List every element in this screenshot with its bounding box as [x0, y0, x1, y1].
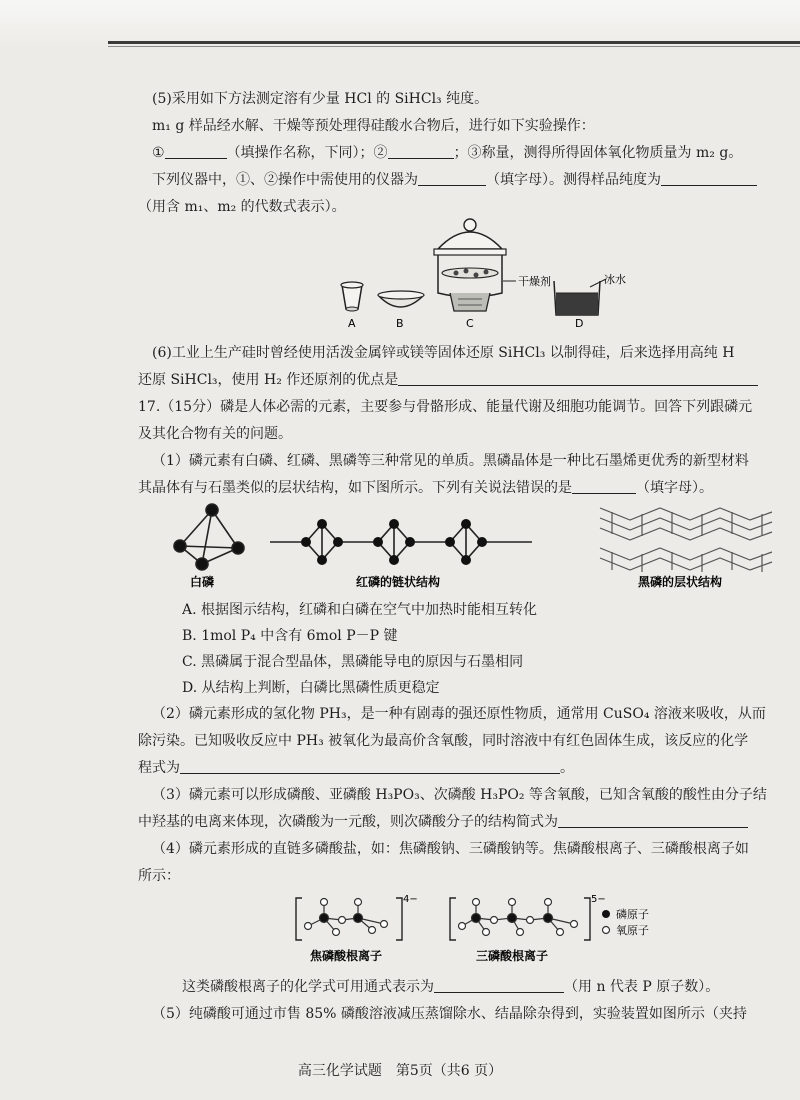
q17-1-hint: （填字母）。 — [636, 480, 713, 496]
white-phosphorus-caption: 白磷 — [190, 575, 215, 589]
white-phosphorus-tetrahedron — [174, 504, 244, 570]
q17-1-line2 — [138, 479, 778, 497]
legend-p-atom-label: 磷原子 — [616, 908, 649, 921]
q16-5-line5: （用含 m₁、m₂ 的代数式表示）。 — [138, 199, 346, 215]
q17-option-d: D. 从结构上判断，白磷比黑磷性质更稳定 — [182, 680, 440, 696]
legend-o-atom-icon — [603, 927, 610, 934]
q17-3-line1: （3）磷元素可以形成磷酸、亚磷酸 H₃PO₃、次磷酸 H₃PO₂ 等含氧酸，已知含氧酸的酸性由分子结 — [152, 787, 767, 803]
q17-1-line1: （1）磷元素有白磷、红磷、黑磷等三种常见的单质。黑磷晶体是一种比石墨烯更优秀的新型材料 — [152, 453, 749, 469]
beaker-icon — [554, 279, 606, 315]
red-phosphorus-caption: 红磷的链状结构 — [356, 575, 441, 589]
q16-5-step3-text: ；③称量，测得所得固体氧化物质量为 m₂ g。 — [453, 145, 743, 161]
pyrophosphate-ion — [305, 899, 388, 936]
q17-4-line1: （4）磷元素形成的直链多磷酸盐，如：焦磷酸钠、三磷酸钠等。焦磷酸根离子、三磷酸根离子如 — [152, 841, 749, 857]
q17-3-question-text: 中羟基的电离来体现，次磷酸为一元酸，则次磷酸分子的结构简式为 — [138, 814, 558, 830]
q17-3-line2 — [138, 813, 778, 831]
q17-2-line2: 除污染。已知吸收反应中 PH₃ 被氧化为最高价含氧酸，同时溶液中有红色固体生成，该反应的化学 — [138, 733, 749, 749]
q17-option-a: A. 根据图示结构，红磷和白磷在空气中加热时能相互转化 — [182, 602, 538, 618]
phosphorus-structures-figure — [160, 500, 780, 595]
black-phosphorus-layers — [600, 508, 772, 572]
legend-p-atom-icon — [602, 910, 610, 918]
q16-6-line2 — [138, 371, 778, 389]
q16-5-line4 — [152, 171, 792, 189]
answer-blank-equation[interactable] — [180, 759, 560, 774]
q17-2-equation-text: 程式为 — [138, 760, 180, 776]
q16-5-instruments-text: 下列仪器中，①、②操作中需使用的仪器为 — [152, 172, 418, 188]
q16-5-step1-text: （填操作名称，下同）；② — [226, 145, 388, 161]
answer-blank-purity[interactable] — [661, 171, 757, 186]
q17-2-line3 — [138, 759, 778, 777]
legend-o-atom-label: 氧原子 — [616, 924, 649, 937]
q17-5-line1: （5）纯磷酸可通过市售 85% 磷酸溶液减压蒸馏除水、结晶除杂得到，实验装置如图所示（夹持 — [152, 1006, 747, 1022]
q17-4-line3 — [182, 978, 800, 996]
q17-4-hint: （用 n 代表 P 原子数）。 — [564, 979, 720, 995]
apparatus-label-d: D — [575, 317, 584, 330]
q17-stem-line2: 及其化合物有关的问题。 — [138, 426, 292, 442]
ice-water-label: 冰水 — [604, 273, 626, 286]
desiccant-label: 干燥剂 — [518, 275, 551, 288]
q16-5-line1: (5)采用如下方法测定溶有少量 HCl 的 SiHCl₃ 纯度。 — [152, 91, 489, 107]
crucible-icon — [341, 282, 363, 311]
apparatus-label-c: C — [466, 317, 474, 330]
answer-blank-q17-1[interactable] — [572, 479, 636, 494]
q16-5-line2: m₁ g 样品经水解、干燥等预处理得硅酸水合物后，进行如下实验操作： — [152, 118, 595, 134]
phosphate-ions-figure — [290, 888, 710, 968]
answer-blank-step2[interactable] — [388, 144, 454, 159]
q17-4-formula-text: 这类磷酸根离子的化学式可用通式表示为 — [182, 979, 434, 995]
pyrophosphate-caption: 焦磷酸根离子 — [310, 949, 383, 963]
pyrophosphate-charge: 4− — [403, 894, 418, 905]
q16-5-purity-text: （填字母）。测得样品纯度为 — [486, 172, 661, 188]
q17-option-b: B. 1mol P₄ 中含有 6mol P－P 键 — [182, 628, 398, 644]
q16-6-line1: (6)工业上生产硅时曾经使用活泼金属锌或镁等固体还原 SiHCl₃ 以制得硅，后来选择用高纯 H — [152, 345, 735, 361]
q17-option-c: C. 黑磷属于混合型晶体，黑磷能导电的原因与石墨相同 — [182, 654, 524, 670]
q17-4-line2: 所示： — [138, 868, 180, 884]
q17-1-question-text: 其晶体有与石墨类似的层状结构，如下图所示。下列有关说法错误的是 — [138, 480, 572, 496]
q16-5-line3 — [152, 144, 792, 162]
triphosphate-caption: 三磷酸根离子 — [476, 949, 549, 963]
triphosphate-ion — [459, 899, 578, 936]
evaporating-dish-icon — [378, 291, 424, 307]
answer-blank-h2-advantage[interactable] — [398, 371, 758, 386]
answer-blank-instruments[interactable] — [418, 171, 486, 186]
black-phosphorus-caption: 黑磷的层状结构 — [638, 575, 723, 589]
q17-2-line1: （2）磷元素形成的氢化物 PH₃，是一种有剧毒的强还原性物质，通常用 CuSO₄ 溶液来吸收，从而 — [152, 706, 766, 722]
q17-stem-line1: 17.（15分）磷是人体必需的元素，主要参与骨骼形成、能量代谢及细胞功能调节。回答下列跟磷元 — [138, 399, 753, 415]
answer-blank-structure[interactable] — [558, 813, 748, 828]
answer-blank-step1[interactable] — [165, 144, 227, 159]
triphosphate-charge: 5− — [591, 894, 606, 905]
apparatus-label-b: B — [396, 317, 404, 330]
q17-2-period: 。 — [560, 760, 574, 776]
q16-6-advantage-text: 还原 SiHCl₃，使用 H₂ 作还原剂的优点是 — [138, 372, 399, 388]
apparatus-label-a: A — [348, 317, 356, 330]
q16-5-step1-marker: ① — [152, 145, 165, 161]
desiccator-icon — [434, 219, 516, 311]
apparatus-figure — [320, 215, 640, 335]
answer-blank-general-formula[interactable] — [434, 978, 564, 993]
page-footer: 高三化学试题 第5页（共6 页） — [297, 1063, 503, 1079]
